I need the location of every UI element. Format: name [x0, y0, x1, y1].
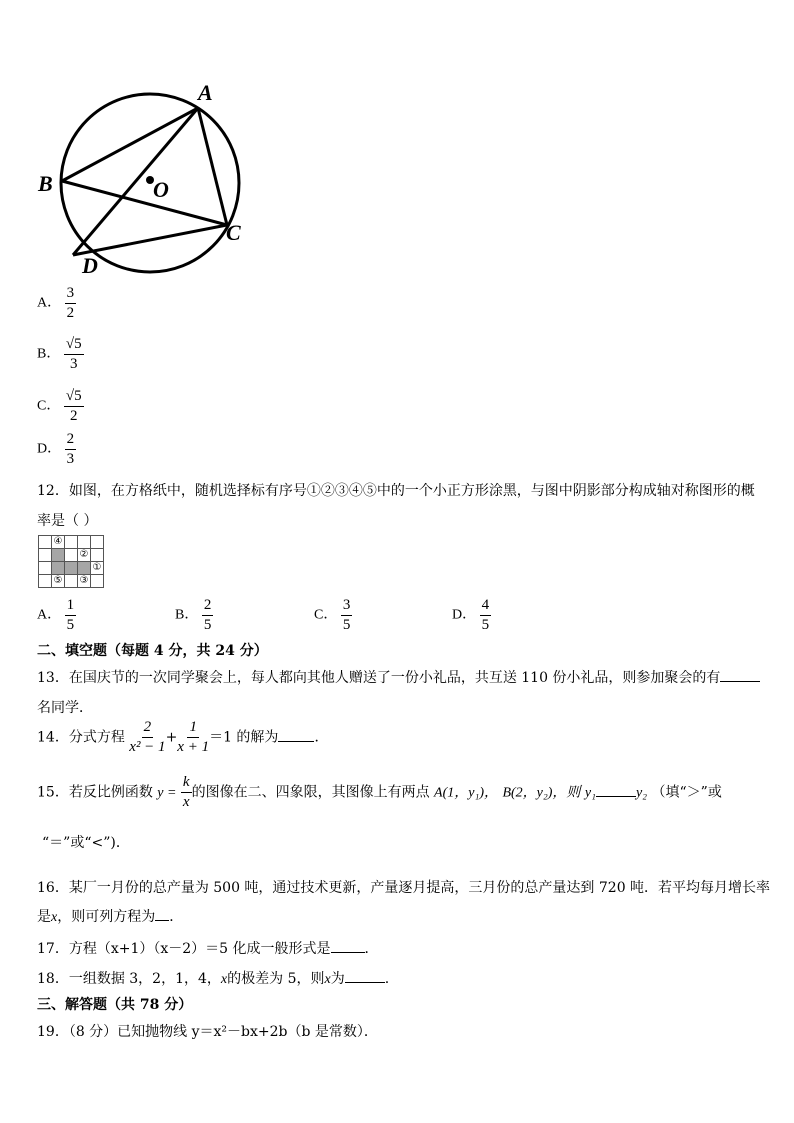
chord-ac	[198, 108, 227, 225]
grid-cell-4[interactable]: ④	[52, 536, 65, 549]
q18: 18．一组数据 3，2，1，4，x的极差为 5，则x为 .	[37, 971, 390, 987]
q12-line2: 率是（ ）	[37, 513, 98, 529]
q12-option-c[interactable]: C． $\frac{3}{5}$	[314, 597, 351, 633]
label-a: A	[198, 80, 213, 105]
q14: 14．分式方程 $\frac{2}{\text{x² − 1}}$ + $\frac{1}{x + 1}$ ＝1 的解为 ．	[37, 719, 329, 755]
fraction: $\frac{2}{3}$	[66, 431, 75, 467]
answer-blank[interactable]	[345, 970, 385, 983]
fraction: $\frac{1}{x + 1}$	[177, 719, 210, 755]
label-d: D	[82, 253, 98, 278]
grid-cell-1[interactable]: ①	[91, 562, 104, 575]
answer-blank[interactable]	[720, 669, 760, 682]
q12-option-a[interactable]: A． $\frac{1}{5}$	[37, 597, 75, 633]
q19: 19．（8 分）已知抛物线 y＝x²－bx+2b（b 是常数）．	[37, 1024, 378, 1040]
fraction: $\frac{2}{\text{x² − 1}}$	[129, 719, 166, 755]
q13-line2: 名同学．	[37, 700, 93, 716]
grid-cell-3[interactable]: ③	[78, 575, 91, 588]
q12-option-d[interactable]: D． $\frac{4}{5}$	[452, 597, 490, 633]
fraction: $\frac{√5}{3}$	[65, 336, 82, 372]
answer-blank[interactable]	[278, 729, 314, 742]
q17: 17．方程（x+1）（x－2）＝5 化成一般形式是 ．	[37, 941, 379, 957]
section-2-title: 二、填空题（每题 4 分，共 24 分）	[37, 643, 268, 659]
q11-option-a[interactable]: A． $\frac{3}{2}$	[37, 285, 75, 321]
shaded-cell	[52, 562, 65, 575]
answer-blank[interactable]	[155, 908, 169, 921]
q16-line1: 16．某厂一月份的总产量为 500 吨，通过技术更新，产量逐月提高，三月份的总产量达到 720 吨．若平均每月增长率	[37, 880, 771, 896]
chord-bc	[62, 181, 227, 225]
q11-option-c[interactable]: C． $\frac{√5}{2}$	[37, 388, 82, 424]
grid-cell-5[interactable]: ⑤	[52, 575, 65, 588]
fraction: $\frac{3}{2}$	[66, 285, 75, 321]
label-o: O	[153, 177, 169, 202]
circle-figure	[30, 75, 260, 280]
shaded-cell	[78, 562, 91, 575]
q15-line2: “＝”或“<”)．	[42, 835, 130, 851]
q12-grid	[38, 535, 104, 588]
label-b: B	[38, 171, 53, 196]
shaded-cell	[65, 562, 78, 575]
answer-blank[interactable]	[596, 784, 636, 797]
fraction: $\frac{2}{5}$	[203, 597, 212, 633]
fraction: $\frac{3}{5}$	[342, 597, 351, 633]
section-3-title: 三、解答题（共 78 分）	[37, 997, 193, 1013]
fraction: $\frac{1}{5}$	[66, 597, 75, 633]
q12-option-b[interactable]: B． $\frac{2}{5}$	[175, 597, 212, 633]
q11-option-b[interactable]: B． $\frac{√5}{3}$	[37, 336, 82, 372]
chord-ab	[62, 108, 198, 181]
fraction: $\frac{√5}{2}$	[65, 388, 82, 424]
label-c: C	[226, 220, 241, 245]
q13-line1: 13．在国庆节的一次同学聚会上，每人都向其他人赠送了一份小礼品，共互送 110 份小礼品，则参加聚会的有	[37, 667, 760, 687]
answer-blank[interactable]	[331, 940, 365, 953]
fraction: $\frac{k}{x}$	[182, 774, 190, 810]
q16-line2: 是x，则可列方程为 ．	[37, 909, 184, 925]
q11-option-d[interactable]: D． $\frac{2}{3}$	[37, 431, 75, 467]
fraction: $\frac{4}{5}$	[481, 597, 490, 633]
grid-cell-2[interactable]: ②	[78, 549, 91, 562]
shaded-cell	[52, 549, 65, 562]
q15-line1: 15．若反比例函数 y = $\frac{k}{x}$ 的图像在二、四象限，其图像上有两点 A(1，y₁)， B(2，y₂)，则 y₁ y₂ （填“＞”或	[37, 774, 722, 810]
q12-line1: 12．如图，在方格纸中，随机选择标有序号①②③④⑤中的一个小正方形涂黑，与图中阴影部分构成轴对称图形的概	[37, 483, 755, 499]
